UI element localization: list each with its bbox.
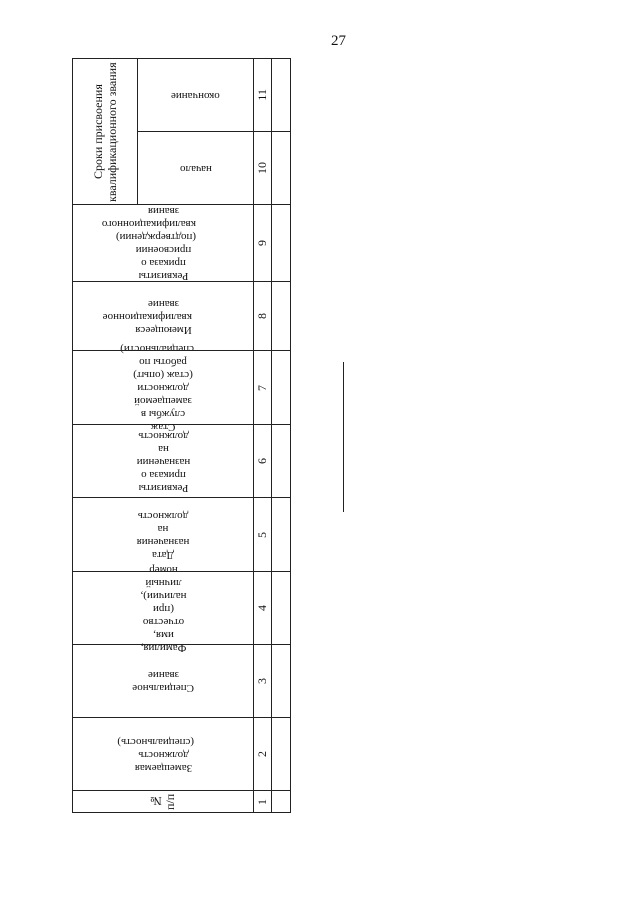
- column-header-label: № п/п: [149, 793, 177, 810]
- column-number-cell: [253, 350, 272, 425]
- column-header-label: Реквизиты приказа о присвоении (подтверждении) квалификационного звания: [101, 205, 196, 282]
- column-header-label: Реквизиты приказа о назначении на должность: [136, 429, 190, 494]
- data-cell: [271, 204, 291, 282]
- data-cell: [271, 131, 291, 205]
- data-cell: [271, 350, 291, 425]
- group-header-label: Сроки присвоения квалификационного звания: [91, 61, 119, 202]
- data-cell: [271, 424, 291, 498]
- column-header-11: [137, 58, 254, 132]
- column-number: 11: [255, 89, 269, 101]
- column-header-2: [72, 717, 254, 791]
- column-header-4: [72, 563, 254, 654]
- data-cell: [271, 790, 291, 813]
- column-header-label: Фамилия, имя, отчество (при наличии), личный номер: [140, 563, 186, 654]
- column-number-cell: [253, 717, 272, 791]
- column-header-label: начало: [179, 162, 212, 175]
- data-cell: [271, 58, 291, 132]
- column-number: 6: [255, 458, 269, 464]
- column-header-label: Замещаемая должность (специальность): [116, 735, 194, 774]
- column-number: 2: [255, 751, 269, 757]
- column-number-cell: [253, 204, 272, 282]
- column-number: 7: [255, 384, 269, 391]
- column-header-8: [72, 281, 254, 351]
- column-number-cell: [253, 571, 272, 645]
- column-number-cell: [253, 281, 272, 351]
- column-number: 3: [255, 678, 269, 684]
- column-number: 1: [255, 798, 269, 805]
- column-number-cell: [253, 58, 272, 132]
- column-header-label: Дата назначения на должность: [136, 509, 190, 561]
- column-number-cell: [253, 424, 272, 498]
- column-header-5: [72, 497, 254, 572]
- column-number: 5: [255, 531, 269, 538]
- data-cell: [271, 497, 291, 572]
- margin-line: [343, 362, 344, 512]
- data-cell: [271, 644, 291, 718]
- column-number: 10: [255, 162, 269, 174]
- column-header-9: [72, 204, 254, 282]
- column-number-cell: [253, 131, 272, 205]
- column-header-3: [72, 644, 254, 718]
- column-header-7: [72, 343, 254, 433]
- column-header-label: окончание: [171, 89, 220, 102]
- group-header-cell: [72, 58, 138, 205]
- column-number: 4: [255, 605, 269, 611]
- column-number-cell: [253, 644, 272, 718]
- column-header-label: Стаж службы в замещаемой должности (стаж (опыт) работы по специальности): [120, 343, 194, 433]
- column-header-label: Имеющееся квалификационное звание: [102, 297, 192, 336]
- data-cell: [271, 717, 291, 791]
- data-cell: [271, 281, 291, 351]
- data-cell: [271, 571, 291, 645]
- column-number-cell: [253, 790, 272, 813]
- column-header-6: [72, 424, 254, 498]
- column-header-10: [137, 131, 254, 205]
- column-header-label: Специальное звание: [131, 669, 194, 694]
- column-header-1: [72, 790, 254, 813]
- column-number: 8: [255, 313, 269, 319]
- page-number: 27: [331, 33, 346, 49]
- column-number: 9: [255, 240, 269, 246]
- column-number-cell: [253, 497, 272, 572]
